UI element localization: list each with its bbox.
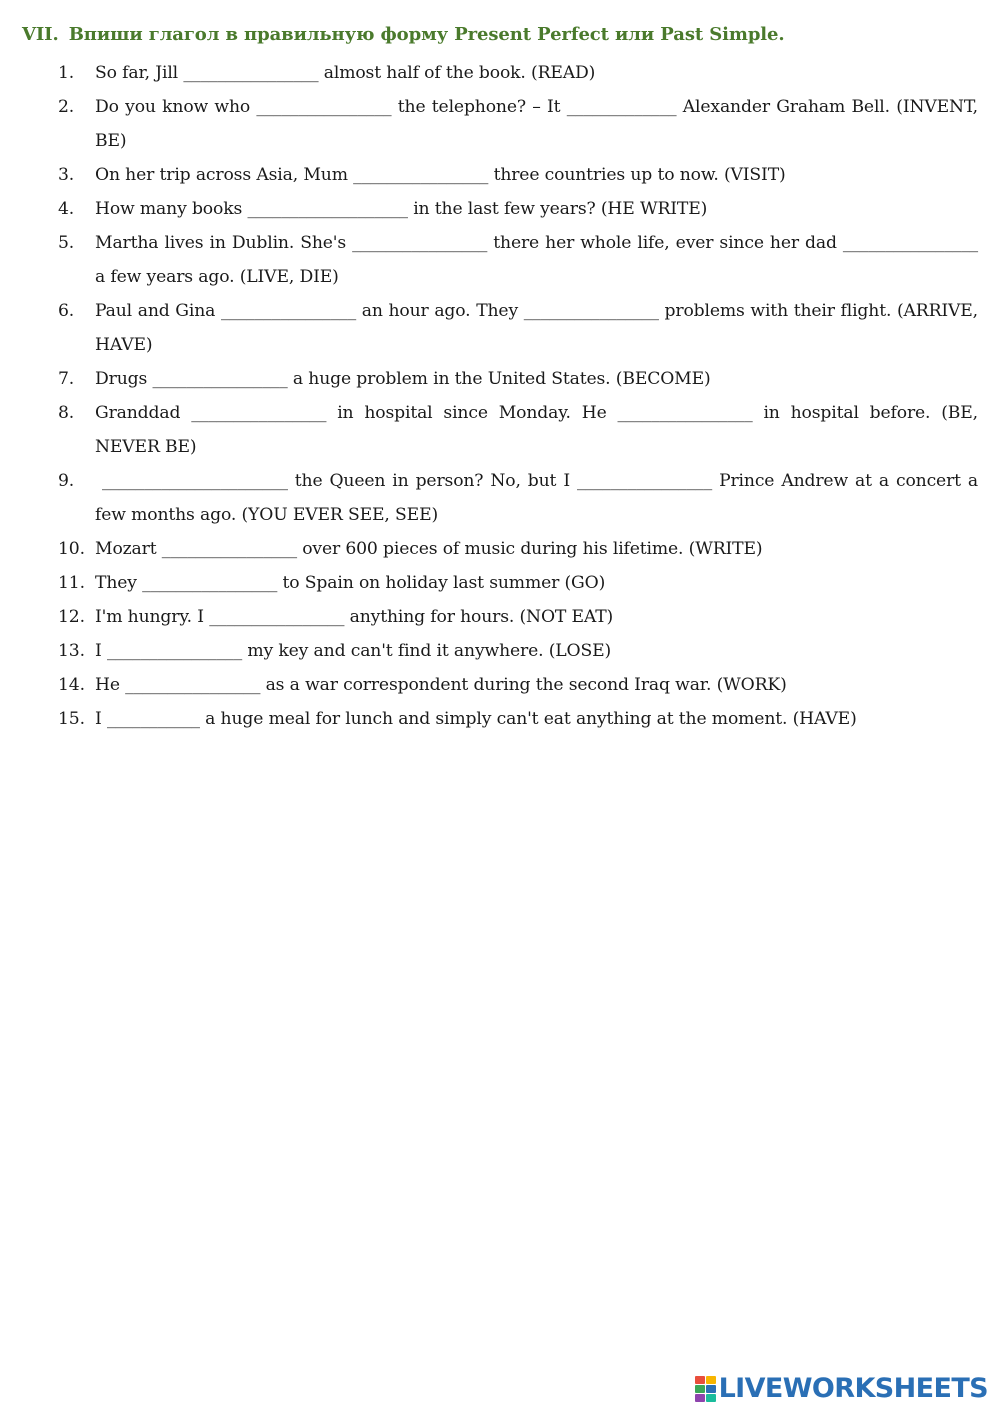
liveworksheets-logo (695, 1373, 988, 1404)
item-text: Do you know who ________________ the telephone? – It _____________ Alexander Graham Bell. (INVENT, BE) (95, 97, 978, 151)
list-item (58, 56, 978, 90)
list-item (58, 362, 978, 396)
item-number: 9. (58, 471, 75, 491)
item-text: Martha lives in Dublin. She's ________________ there her whole life, ever since her dad ________________ a few years ago. (LIVE, DIE) (95, 233, 978, 287)
item-text: How many books ___________________ in the last few years? (HE WRITE) (95, 199, 708, 219)
exercise-list (58, 56, 978, 736)
list-item (58, 668, 978, 702)
list-item (58, 90, 978, 158)
list-item (58, 702, 978, 736)
item-text: He ________________ as a war correspondent during the second Iraq war. (WORK) (95, 675, 787, 695)
item-number: 13. (58, 641, 85, 661)
logo-tile (706, 1376, 716, 1384)
item-number: 6. (58, 301, 75, 321)
item-text: I ___________ a huge meal for lunch and simply can't eat anything at the moment. (HAVE) (95, 709, 857, 729)
logo-tile (706, 1394, 716, 1402)
item-text: Mozart ________________ over 600 pieces of music during his lifetime. (WRITE) (95, 539, 763, 559)
item-number: 10. (58, 539, 85, 559)
item-number: 15. (58, 709, 85, 729)
exercise-heading (22, 24, 982, 45)
item-number: 2. (58, 97, 75, 117)
list-item (58, 566, 978, 600)
item-text: Granddad ________________ in hospital since Monday. He ________________ in hospital before. (BE, NEVER BE) (95, 403, 978, 457)
item-number: 14. (58, 675, 85, 695)
item-number: 1. (58, 63, 75, 83)
list-item (58, 532, 978, 566)
item-number: 11. (58, 573, 85, 593)
item-text: So far, Jill ________________ almost half of the book. (READ) (95, 63, 596, 83)
item-number: 3. (58, 165, 75, 185)
item-text: I'm hungry. I ________________ anything for hours. (NOT EAT) (95, 607, 614, 627)
item-text: ______________________ the Queen in person? No, but I ________________ Prince Andrew at a concert a few months ago. (YOU EVER SEE, SEE) (95, 471, 978, 525)
exercise-instruction: Впиши глагол в правильную форму Present Perfect или Past Simple. (68, 24, 785, 45)
list-item (58, 192, 978, 226)
item-text: I ________________ my key and can't find it anywhere. (LOSE) (95, 641, 612, 661)
list-item (58, 396, 978, 464)
logo-tile (695, 1376, 705, 1384)
item-number: 5. (58, 233, 75, 253)
list-item (58, 634, 978, 668)
logo-tile (695, 1385, 705, 1393)
list-item (58, 464, 978, 532)
item-text: On her trip across Asia, Mum ________________ three countries up to now. (VISIT) (95, 165, 786, 185)
liveworksheets-mark-icon (695, 1376, 717, 1402)
exercise-number: VII. (22, 24, 59, 45)
item-text: Drugs ________________ a huge problem in the United States. (BECOME) (95, 369, 711, 389)
logo-tile (706, 1385, 716, 1393)
logo-text: LIVEWORKSHEETS (718, 1373, 988, 1404)
list-item (58, 158, 978, 192)
item-number: 8. (58, 403, 75, 423)
item-number: 12. (58, 607, 85, 627)
item-number: 7. (58, 369, 75, 389)
item-text: Paul and Gina ________________ an hour ago. They ________________ problems with their flight. (ARRIVE, HAVE) (95, 301, 978, 355)
list-item (58, 226, 978, 294)
logo-tile (695, 1394, 705, 1402)
item-text: They ________________ to Spain on holiday last summer (GO) (95, 573, 606, 593)
list-item (58, 600, 978, 634)
list-item (58, 294, 978, 362)
item-number: 4. (58, 199, 75, 219)
